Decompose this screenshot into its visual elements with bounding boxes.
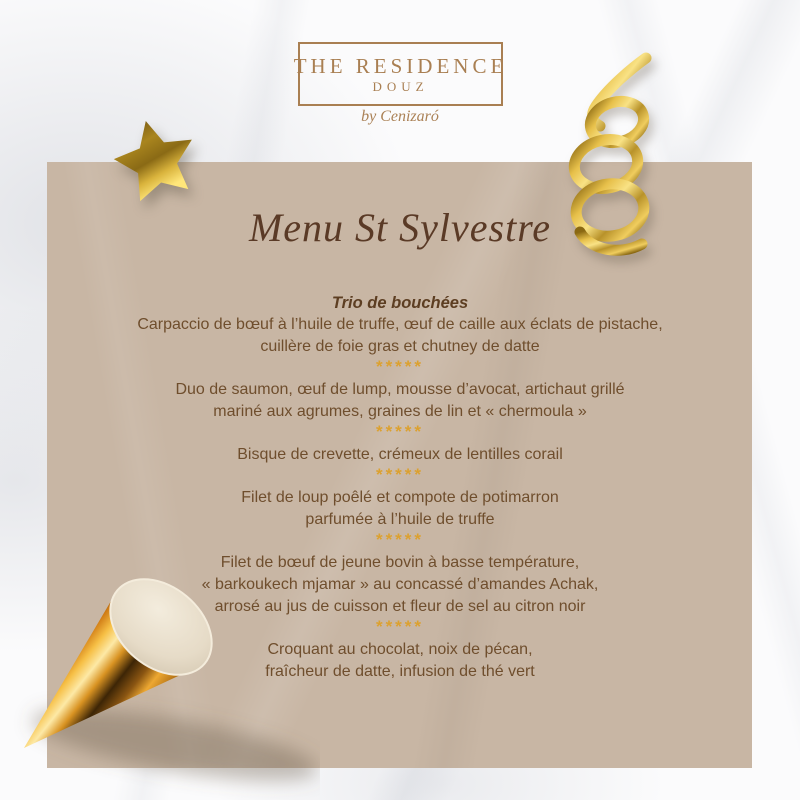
menu-line: Duo de saumon, œuf de lump, mousse d’avocat, artichaut grillé bbox=[175, 381, 625, 398]
menu-line: Filet de bœuf de jeune bovin à basse température, bbox=[220, 554, 580, 571]
page-title: Menu St Sylvestre bbox=[248, 205, 552, 250]
menu-line: cuillère de foie gras et chutney de datte bbox=[260, 338, 540, 355]
curled-ribbon-icon bbox=[550, 52, 680, 262]
menu-separator: ***** bbox=[375, 617, 425, 636]
party-cone-icon bbox=[0, 540, 320, 800]
menu-line: Filet de loup poêlé et compote de potimarron bbox=[241, 489, 559, 506]
menu-line: fraîcheur de datte, infusion de thé vert bbox=[265, 663, 535, 680]
menu-line: mariné aux agrumes, graines de lin et « chermoula » bbox=[213, 403, 587, 420]
menu-line: Croquant au chocolat, noix de pécan, bbox=[267, 641, 533, 658]
menu-line: Carpaccio de bœuf à l’huile de truffe, œuf de caille aux éclats de pistache, bbox=[137, 316, 663, 333]
brand-logo bbox=[293, 42, 508, 106]
menu-line: « barkoukech mjamar » au concassé d’amandes Achak, bbox=[201, 576, 599, 593]
brand-byline: by Cenizaró bbox=[361, 108, 439, 125]
brand-name: THE RESIDENCE bbox=[293, 54, 508, 78]
menu-separator: ***** bbox=[375, 465, 425, 484]
menu-line: Bisque de crevette, crémeux de lentilles corail bbox=[237, 446, 563, 463]
menu-section-heading: Trio de bouchées bbox=[331, 294, 469, 312]
menu-separator: ***** bbox=[375, 530, 425, 549]
menu-separator: ***** bbox=[375, 422, 425, 441]
menu-line: arrosé au jus de cuisson et fleur de sel au citron noir bbox=[214, 598, 586, 615]
brand-location: DOUZ bbox=[372, 79, 429, 94]
gold-star-icon bbox=[112, 118, 200, 206]
menu-separator: ***** bbox=[375, 357, 425, 376]
menu-line: parfumée à l’huile de truffe bbox=[305, 511, 495, 528]
